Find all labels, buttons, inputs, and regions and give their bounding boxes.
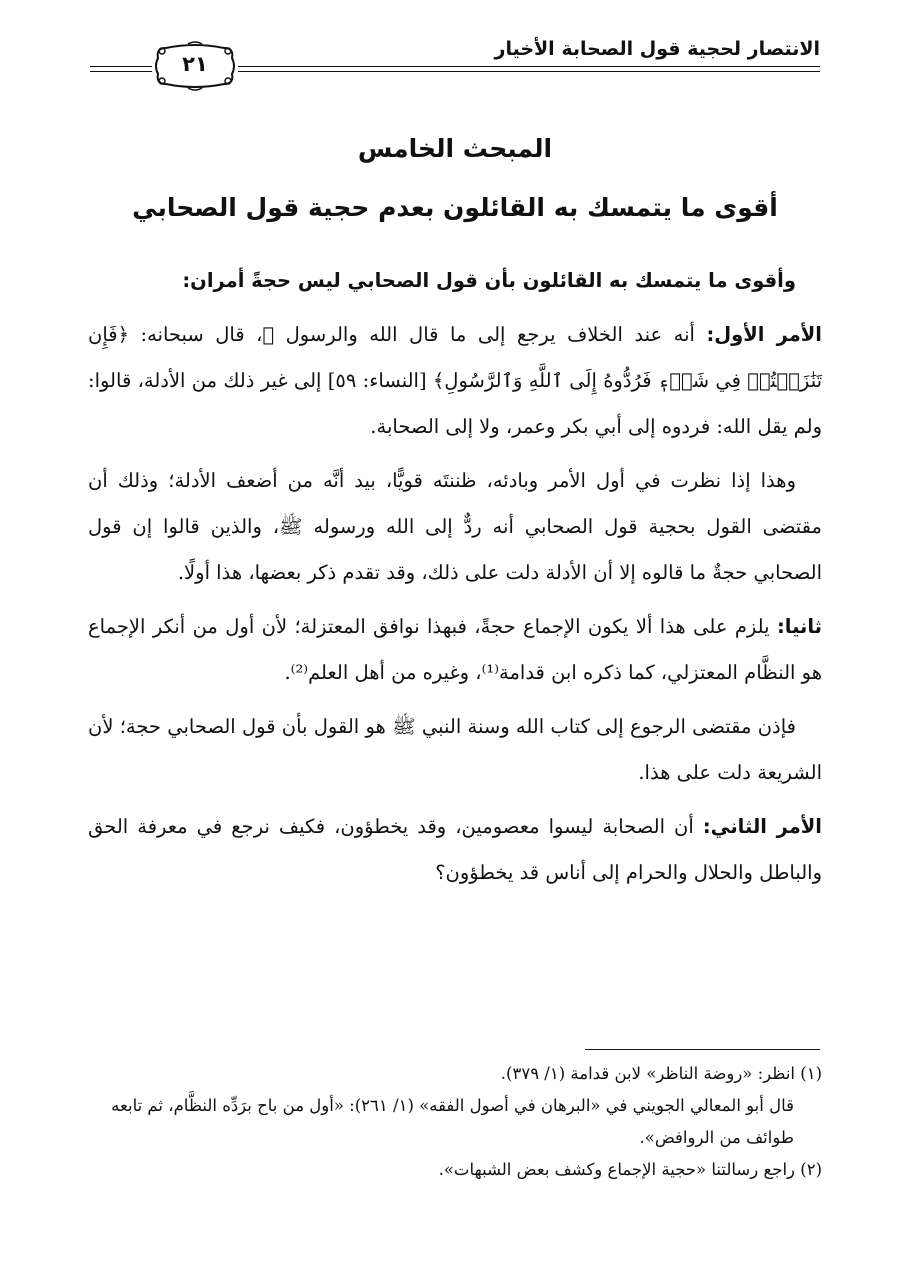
page-number: ٢١: [182, 52, 208, 76]
paragraph-text: أن الصحابة ليسوا معصومين، وقد يخطؤون، فكيف نرجع في معرفة الحق والباطل والحلال والحرام إلى أناس قد يخطؤون؟: [88, 815, 822, 884]
page-number-frame: [152, 40, 238, 92]
footnote-separator: [585, 1049, 820, 1050]
paragraph-lead: الأمر الثاني:: [702, 815, 822, 838]
paragraph-lead: ثانيا:: [776, 615, 822, 638]
paragraph-text: يلزم على هذا ألا يكون الإجماع حجةً، فبهذا نوافق المعتزلة؛ لأن أول من أنكر الإجماع هو النظَّام المعتزلي، كما ذكره ابن قدامة⁽¹⁾، وغيره من أهل العلم⁽²⁾.: [88, 615, 822, 684]
paragraph-conclusion: فإذن مقتضى الرجوع إلى كتاب الله وسنة النبي ﷺ هو القول بأن قول الصحابي حجة؛ لأن الشريعة دلت على هذا.: [88, 715, 822, 784]
paragraph-secondly: [88, 604, 822, 696]
section-heading: أقوى ما يتمسك به القائلون بعدم حجية قول الصحابي: [132, 193, 778, 222]
paragraph-rebuttal: وهذا إذا نظرت في أول الأمر وبادئه، ظننتَه قويًّا، بيد أنَّه من أضعف الأدلة؛ وذلك أن مقتضى القول بحجية قول الصحابي أنه ردٌّ إلى الله ورسوله ﷺ، والذين قالوا إن قول الصحابي حجةٌ ما قالوه إلا أن الأدلة دلت على ذلك، وقد تقدم ذكر بعضها، هذا أولًا.: [88, 469, 822, 584]
paragraph-first-matter: [88, 312, 822, 450]
header-rule: [238, 66, 820, 67]
intro-paragraph: وأقوى ما يتمسك به القائلون بأن قول الصحابي ليس حجةً أمران:: [182, 269, 796, 292]
paragraph-second-matter: [88, 804, 822, 896]
footnotes: [88, 1058, 822, 1186]
header-rule-left: [90, 66, 152, 67]
paragraph-lead: الأمر الأول:: [706, 323, 822, 346]
footnote-2: (٢) راجع رسالتنا «حجية الإجماع وكشف بعض الشبهات».: [438, 1160, 822, 1179]
paragraph-text: أنه عند الخلاف يرجع إلى ما قال الله والرسول ﷺ، قال سبحانه: ﴿فَإِن تَنَٰزَعۡتُمۡ فِي شَيۡءٖ فَرُدُّوهُ إِلَى ٱللَّهِ وَٱلرَّسُولِ﴾ [النساء: ٥٩] إلى غير ذلك من الأدلة، قالوا: ولم يقل الله: فردوه إلى أبي بكر وعمر، ولا إلى الصحابة.: [88, 323, 823, 438]
running-head-title: الانتصار لحجية قول الصحابة الأخيار: [494, 38, 820, 60]
footnote-1-continuation: قال أبو المعالي الجويني في «البرهان في أصول الفقه» (١/ ٢٦١): «أول من باح برَدِّه النظَّام، ثم تابعه طوائف من الروافض».: [111, 1096, 794, 1147]
section-title: المبحث الخامس: [357, 134, 553, 163]
footnote-1: (١) انظر: «روضة الناظر» لابن قدامة (١/ ٣٧٩).: [500, 1064, 822, 1083]
header-rule-left-double: [90, 71, 152, 72]
header-rule-double: [238, 71, 820, 72]
body-text: [88, 258, 822, 904]
